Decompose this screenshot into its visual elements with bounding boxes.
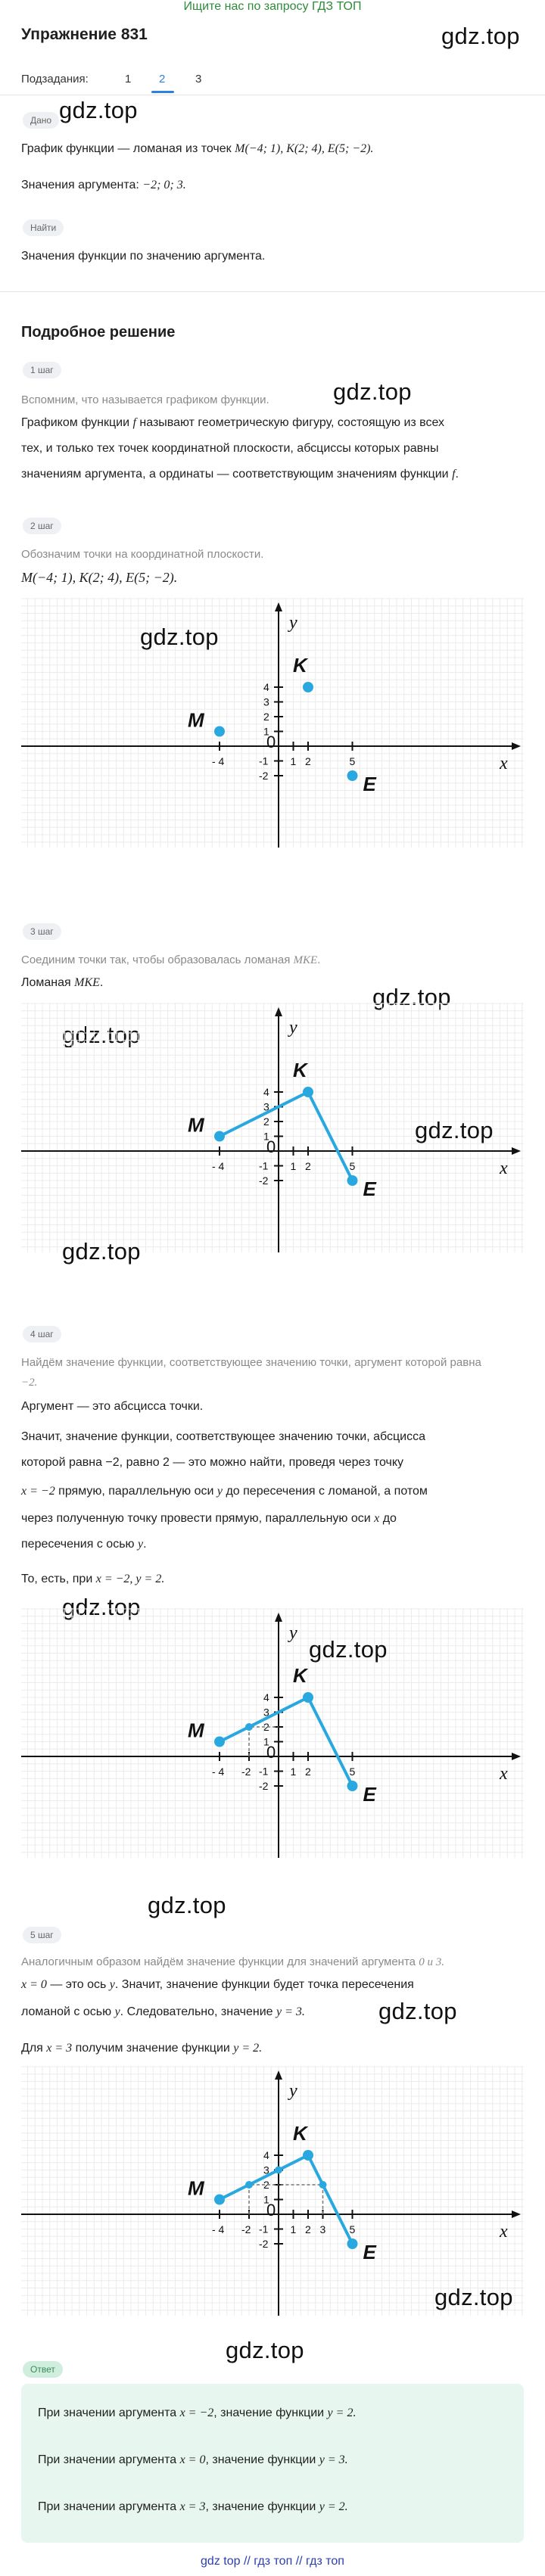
step-4-p2d: через полученную точку провести прямую, параллельную оси x до xyxy=(21,1512,397,1525)
x-axis-arrow xyxy=(512,2210,521,2218)
point-label-E: E xyxy=(363,1783,376,1806)
point-label-K: K xyxy=(293,1664,307,1687)
active-tab-indicator xyxy=(151,91,174,93)
step-1-text-1: Графиком функции f называют геометрическую фигуру, состоящую из всех xyxy=(21,416,445,429)
point-label-E: E xyxy=(363,1178,376,1200)
x-tick-label: 5 xyxy=(349,1160,356,1172)
step-4-p2e: пересечения с осью y. xyxy=(21,1538,147,1551)
x-axis-arrow xyxy=(512,1753,521,1760)
x-tick-label: 2 xyxy=(305,1160,311,1172)
y-tick-label: 1 xyxy=(263,725,269,738)
step-1-pill: 1 шаг xyxy=(23,362,61,378)
find-pill: Найти xyxy=(23,219,64,236)
subtask-tab-1[interactable]: 1 xyxy=(125,73,132,86)
given-pill: Дано xyxy=(23,112,59,129)
y-tick-label: -2 xyxy=(259,1174,269,1187)
graph-1 xyxy=(21,598,524,848)
step-2-hint: Обозначим точки на координатной плоскости. xyxy=(21,548,264,561)
watermark: gdz.top xyxy=(226,2337,304,2363)
point-label-K: K xyxy=(293,2122,307,2145)
graph-4 xyxy=(21,2066,524,2316)
watermark: gdz.top xyxy=(62,1594,141,1620)
origin-label: 0 xyxy=(266,1137,276,1156)
y-tick-label: 3 xyxy=(263,2164,269,2176)
step-4-p3: То, есть, при x = −2, y = 2. xyxy=(21,1573,165,1585)
subtask-tab-3[interactable]: 3 xyxy=(195,73,202,86)
step-3-hint: Соединим точки так, чтобы образовалась ломаная MKE. xyxy=(21,954,321,966)
point-label-M: M xyxy=(188,1113,204,1137)
step-5-p1: x = 0 — это ось y. Значит, значение функции будет точка пересечения xyxy=(21,1978,414,1991)
point-M xyxy=(214,726,225,737)
y-tick-label: 1 xyxy=(263,1130,269,1143)
point-label-M: M xyxy=(188,708,204,732)
y-tick-label: -2 xyxy=(259,770,269,782)
step-2-math: M(−4; 1), K(2; 4), E(5; −2). xyxy=(21,570,178,585)
y-axis-arrow xyxy=(275,602,282,611)
origin-label: 0 xyxy=(266,2201,276,2220)
y-axis-arrow xyxy=(275,1613,282,1622)
y-tick-label: 2 xyxy=(263,1721,269,1733)
point-M xyxy=(214,2195,225,2205)
answer-pill: Ответ xyxy=(23,2361,63,2378)
point-M xyxy=(214,1737,225,1747)
y-tick-label: 2 xyxy=(263,2179,269,2191)
top-search-link[interactable]: Ищите нас по запросу ГДЗ ТОП xyxy=(183,0,362,13)
y-tick-label: -1 xyxy=(259,2223,269,2235)
watermark: gdz.top xyxy=(434,2284,513,2310)
x-tick-label: - 4 xyxy=(212,755,225,767)
step-1-hint: Вспомним, что называется графиком функции. xyxy=(21,394,269,406)
find-text: Значения функции по значению аргумента. xyxy=(21,250,266,263)
solution-title: Подробное решение xyxy=(21,324,176,341)
point-label-K: K xyxy=(293,1059,307,1081)
step-3-text: Ломаная MKE. xyxy=(21,976,104,989)
x-axis-label: x xyxy=(500,1159,508,1178)
given-line-2: Значения аргумента: −2; 0; 3. xyxy=(21,179,186,191)
y-tick-label: -1 xyxy=(259,1765,269,1778)
step-4-hint-2: −2. xyxy=(21,1377,38,1389)
y-tick-label: 3 xyxy=(263,695,269,708)
point-x-minus2 xyxy=(245,2181,253,2189)
watermark: gdz.top xyxy=(62,1022,141,1048)
y-tick-label: 4 xyxy=(263,2149,269,2161)
point-K xyxy=(303,682,313,692)
origin-label: 0 xyxy=(266,1743,276,1762)
step-3-pill: 3 шаг xyxy=(23,923,61,940)
watermark: gdz.top xyxy=(378,1998,457,2024)
x-tick-label: - 4 xyxy=(212,1160,225,1172)
point-M xyxy=(214,1131,225,1142)
x-tick-label: 1 xyxy=(290,2223,297,2235)
watermark: gdz.top xyxy=(62,1238,141,1265)
section-divider xyxy=(0,291,545,292)
y-tick-label: 1 xyxy=(263,2193,269,2206)
point-label-K: K xyxy=(293,654,307,677)
y-tick-label: 1 xyxy=(263,1735,269,1748)
watermark: gdz.top xyxy=(309,1636,388,1663)
y-tick-label: 4 xyxy=(263,1086,269,1098)
answer-line-1: При значении аргумента x = −2, значение функции y = 2. xyxy=(38,2406,357,2419)
point-K xyxy=(303,1087,313,1097)
x-tick-label: 2 xyxy=(305,1766,311,1778)
x-axis-arrow xyxy=(512,1147,521,1155)
x-tick-label: 1 xyxy=(290,755,297,767)
x-tick-label: 1 xyxy=(290,1766,297,1778)
x-tick-label: 2 xyxy=(305,755,311,767)
x-axis-label: x xyxy=(500,2222,508,2242)
y-tick-label: 3 xyxy=(263,1100,269,1113)
y-axis-label: y xyxy=(289,2081,297,2101)
graph-3 xyxy=(21,1608,524,1858)
page-title: Упражнение 831 xyxy=(21,26,148,43)
y-axis-arrow xyxy=(275,1007,282,1016)
y-tick-label: -1 xyxy=(259,1159,269,1172)
y-tick-label: -1 xyxy=(259,754,269,767)
x-tick-label: -2 xyxy=(241,1766,251,1778)
step-5-pill: 5 шаг xyxy=(23,1927,61,1943)
answer-line-2: При значении аргумента x = 0, значение функции y = 3. xyxy=(38,2453,348,2466)
watermark: gdz.top xyxy=(140,624,219,650)
y-tick-label: 3 xyxy=(263,1706,269,1719)
watermark: gdz.top xyxy=(333,378,412,405)
point-E xyxy=(347,2238,358,2249)
footer-links[interactable]: gdz top // гдз топ // гдз топ xyxy=(201,2555,344,2568)
point-E xyxy=(347,1781,358,1791)
x-tick-label: 2 xyxy=(305,2223,311,2235)
point-label-E: E xyxy=(363,773,376,795)
origin-label: 0 xyxy=(266,733,276,751)
y-tick-label: -2 xyxy=(259,1780,269,1792)
point-x3 xyxy=(319,2181,327,2189)
x-tick-label: 1 xyxy=(290,1160,297,1172)
y-tick-label: 2 xyxy=(263,711,269,723)
x-axis-label: x xyxy=(500,754,508,773)
x-axis-arrow xyxy=(512,742,521,750)
x-tick-label: - 4 xyxy=(212,2223,225,2235)
x-tick-label: 5 xyxy=(349,2223,356,2235)
point-label-E: E xyxy=(363,2241,376,2263)
watermark: gdz.top xyxy=(148,1892,226,1918)
watermark: gdz.top xyxy=(441,23,520,49)
subtask-tab-2[interactable]: 2 xyxy=(159,73,166,86)
step-4-hint-1: Найдём значение функции, соответствующее значению точки, аргумент которой равна xyxy=(21,1356,481,1369)
x-tick-label: -2 xyxy=(241,2223,251,2235)
point-E xyxy=(347,1175,358,1186)
y-axis-arrow xyxy=(275,2070,282,2080)
step-4-pill: 4 шаг xyxy=(23,1326,61,1342)
x-tick-label: 5 xyxy=(349,1766,356,1778)
point-label-M: M xyxy=(188,1719,204,1742)
point-K xyxy=(303,1692,313,1703)
y-axis-label: y xyxy=(289,613,297,633)
step-5-hint: Аналогичным образом найдём значение функции для значений аргумента 0 и 3. xyxy=(21,1955,444,1968)
point-x-minus2 xyxy=(245,1723,253,1731)
point-label-M: M xyxy=(188,2176,204,2200)
subtasks-label: Подзадания: xyxy=(21,73,89,86)
step-4-p2c: x = −2 прямую, параллельную оси y до пересечения с ломаной, а потом xyxy=(21,1485,428,1498)
y-tick-label: -2 xyxy=(259,2238,269,2250)
x-tick-label: 5 xyxy=(349,755,356,767)
point-x0 xyxy=(275,2167,282,2174)
step-1-text-2: тех, и только тех точек координатной плоскости, абсциссы которых равны xyxy=(21,442,439,455)
step-4-p2b: которой равна −2, равно 2 — это можно найти, проведя через точку xyxy=(21,1456,404,1469)
watermark: gdz.top xyxy=(59,97,138,123)
y-axis-label: y xyxy=(289,1623,297,1643)
y-axis-label: y xyxy=(289,1018,297,1038)
step-5-p2: ломаной с осью y. Следовательно, значение y = 3. xyxy=(21,2005,305,2018)
x-tick-label: - 4 xyxy=(212,1766,225,1778)
point-E xyxy=(347,770,358,781)
step-2-pill: 2 шаг xyxy=(23,518,61,534)
step-1-text-3: значениям аргумента, а ординаты — соответствующим значениям функции f. xyxy=(21,468,459,481)
y-tick-label: 4 xyxy=(263,1691,269,1703)
watermark: gdz.top xyxy=(415,1117,494,1143)
answer-line-3: При значении аргумента x = 3, значение функции y = 2. xyxy=(38,2500,348,2513)
step-5-p3: Для x = 3 получим значение функции y = 2. xyxy=(21,2042,263,2055)
y-tick-label: 4 xyxy=(263,681,269,693)
y-tick-label: 2 xyxy=(263,1115,269,1128)
given-line-1: График функции — ломаная из точек M(−4; 1), K(2; 4), E(5; −2). xyxy=(21,142,374,155)
watermark: gdz.top xyxy=(372,984,451,1010)
step-4-p2a: Значит, значение функции, соответствующее значению точки, абсцисса xyxy=(21,1430,425,1443)
x-tick-label: 3 xyxy=(319,2223,326,2235)
x-axis-label: x xyxy=(500,1764,508,1784)
step-4-p1: Аргумент — это абсцисса точки. xyxy=(21,1400,204,1413)
point-K xyxy=(303,2150,313,2161)
